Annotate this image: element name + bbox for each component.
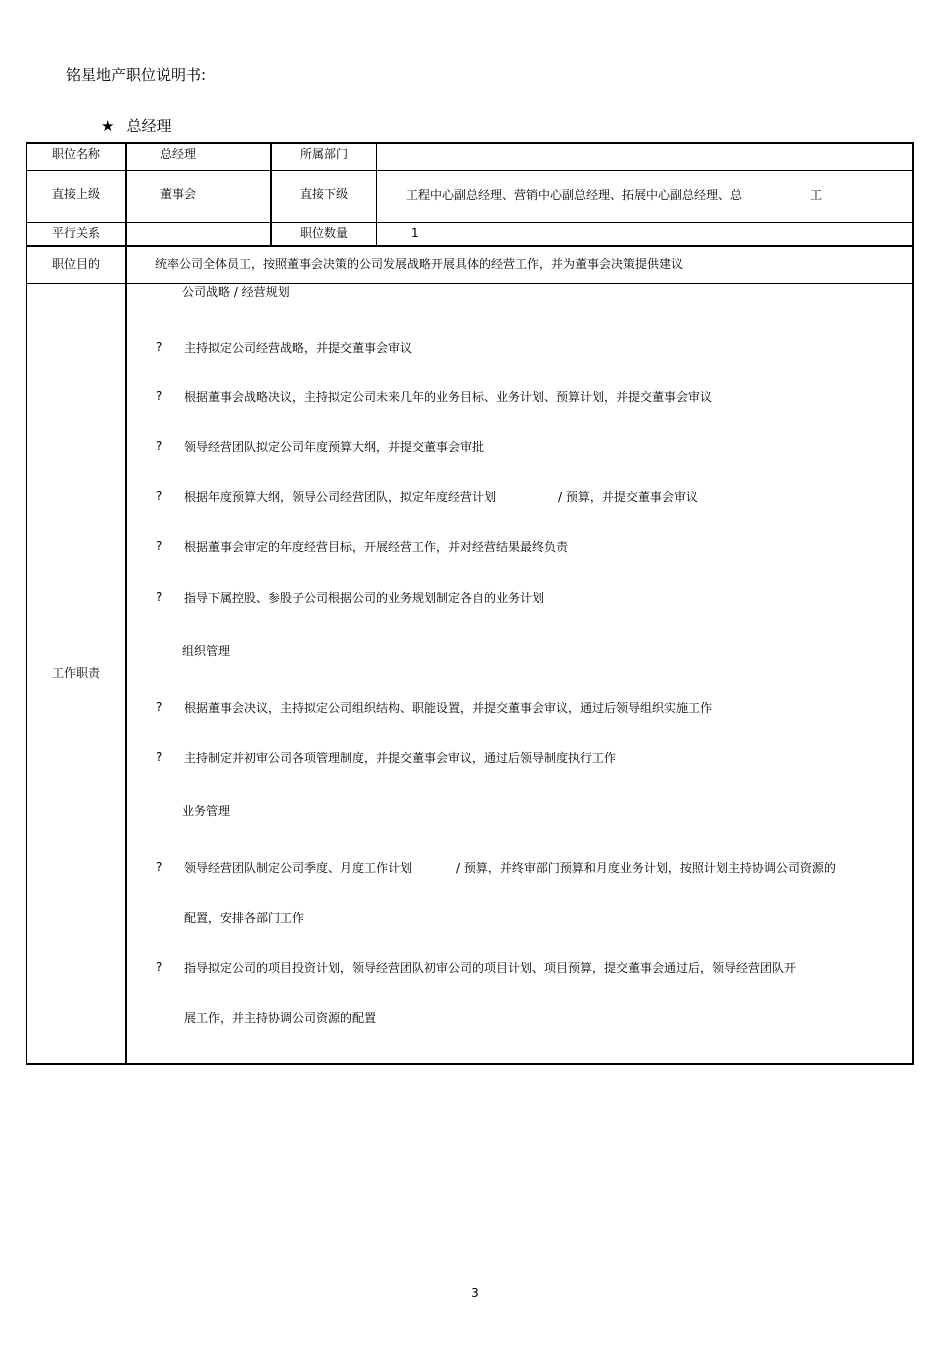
value-direct-subordinate: 工程中心副总经理、营销中心副总经理、拓展中心副总经理、总 bbox=[406, 188, 743, 202]
value-direct-superior: 董事会 bbox=[160, 187, 197, 201]
bullet-marker: ? bbox=[156, 750, 163, 764]
table-border-right bbox=[912, 142, 914, 1065]
column-divider bbox=[125, 142, 127, 1065]
list-item-continuation: 展工作，并主持协调公司资源的配置 bbox=[184, 1011, 377, 1025]
value-direct-subordinate-tail: 工 bbox=[810, 188, 823, 202]
section-heading-organization: 组织管理 bbox=[182, 644, 231, 658]
label-position-name: 职位名称 bbox=[51, 147, 100, 161]
list-item: 领导经营团队制定公司季度、月度工作计划 bbox=[184, 861, 413, 875]
list-item: 根据董事会战略决议，主持拟定公司未来几年的业务目标、业务计划、预算计划，并提交董事会审议 bbox=[184, 390, 713, 404]
bullet-marker: ? bbox=[156, 700, 163, 714]
list-item-continuation: 配置，安排各部门工作 bbox=[184, 911, 305, 925]
label-direct-superior: 直接上级 bbox=[51, 187, 100, 201]
list-item: 主持拟定公司经营战略，并提交董事会审议 bbox=[184, 341, 413, 355]
bullet-marker: ? bbox=[156, 389, 163, 403]
table-border-left bbox=[26, 142, 27, 1065]
list-item: 指导拟定公司的项目投资计划，领导经营团队初审公司的项目计划、项目预算，提交董事会通过后，领导经营团队开 bbox=[184, 961, 797, 975]
label-department: 所属部门 bbox=[299, 147, 348, 161]
document-title: 铭星地产职位说明书: bbox=[66, 66, 207, 84]
bullet-marker: ? bbox=[156, 439, 163, 453]
label-direct-subordinate: 直接下级 bbox=[299, 187, 348, 201]
position-title: 总经理 bbox=[126, 117, 172, 135]
label-position-purpose: 职位目的 bbox=[51, 257, 100, 271]
label-responsibilities: 工作职责 bbox=[51, 666, 100, 680]
value-position-name: 总经理 bbox=[160, 147, 197, 161]
star-icon: ★ bbox=[101, 117, 115, 135]
list-item: 根据董事会决议，主持拟定公司组织结构、职能设置，并提交董事会审议，通过后领导组织实施工作 bbox=[184, 701, 713, 715]
list-item-continuation: / 预算，并终审部门预算和月度业务计划，按照计划主持协调公司资源的 bbox=[456, 861, 836, 875]
bullet-marker: ? bbox=[156, 539, 163, 553]
page-number: 3 bbox=[471, 1286, 479, 1300]
list-item: 根据董事会审定的年度经营目标，开展经营工作，并对经营结果最终负责 bbox=[184, 540, 569, 554]
bullet-marker: ? bbox=[156, 860, 163, 874]
section-heading-business: 业务管理 bbox=[182, 804, 231, 818]
list-item: 主持制定并初审公司各项管理制度，并提交董事会审议，通过后领导制度执行工作 bbox=[184, 751, 617, 765]
bullet-marker: ? bbox=[156, 590, 163, 604]
list-item: 指导下属控股、参股子公司根据公司的业务规划制定各自的业务计划 bbox=[184, 591, 545, 605]
list-item-continuation: / 预算，并提交董事会审议 bbox=[558, 490, 698, 504]
position-heading bbox=[101, 115, 171, 136]
value-position-purpose: 统率公司全体员工，按照董事会决策的公司发展战略开展具体的经营工作，并为董事会决策提供建议 bbox=[155, 257, 684, 271]
row-divider bbox=[26, 222, 914, 223]
list-item: 领导经营团队拟定公司年度预算大纲，并提交董事会审批 bbox=[184, 440, 485, 454]
label-parallel-relation: 平行关系 bbox=[51, 226, 100, 240]
row-divider bbox=[26, 170, 914, 171]
table-border-top bbox=[26, 142, 914, 144]
label-position-count: 职位数量 bbox=[299, 226, 348, 240]
bullet-marker: ? bbox=[156, 340, 163, 354]
bullet-marker: ? bbox=[156, 960, 163, 974]
column-divider bbox=[376, 142, 377, 247]
section-heading-strategy: 公司战略 / 经营规划 bbox=[182, 285, 290, 299]
row-divider bbox=[26, 245, 914, 247]
bullet-marker: ? bbox=[156, 489, 163, 503]
list-item: 根据年度预算大纲，领导公司经营团队，拟定年度经营计划 bbox=[184, 490, 497, 504]
responsibilities-list bbox=[128, 284, 912, 1064]
value-position-count: 1 bbox=[411, 226, 419, 240]
